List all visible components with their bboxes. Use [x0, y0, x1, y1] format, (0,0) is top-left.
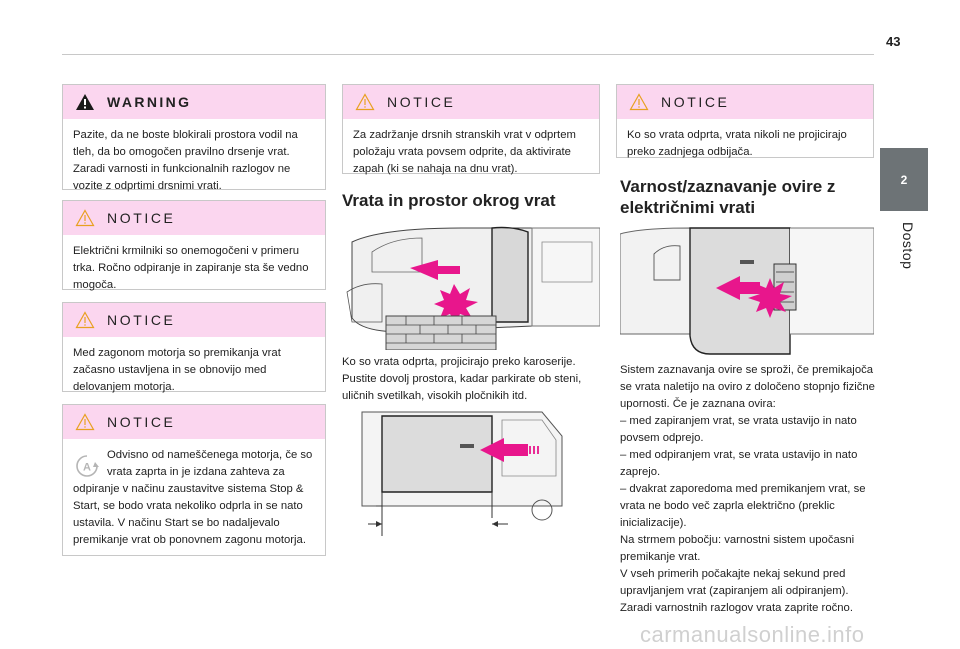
- stop-start-icon: [73, 453, 101, 479]
- notice-text: Za zadržanje drsnih stranskih vrat v odprtem položaju vrata povsem odprite, da aktivirate zapah (ki se nahaja na dnu vrat).: [353, 129, 576, 175]
- obstacle-line: – med zapiranjem vrat, se vrata ustavijo in nato povsem odprejo.: [620, 415, 857, 444]
- notice-triangle-icon: [355, 93, 375, 111]
- notice-title: NOTICE: [387, 94, 456, 110]
- notice-text: Električni krmilniki so onemogočeni v primeru trka. Ročno odpiranje in zapiranje sta še vedno mogoča.: [73, 245, 309, 291]
- notice-text: Ko so vrata odprta, vrata nikoli ne projicirajo preko zadnjega odbijača.: [627, 129, 847, 158]
- notice-title: NOTICE: [107, 414, 176, 430]
- notice-header: [343, 85, 599, 119]
- notice-header: [617, 85, 873, 119]
- watermark: carmanualsonline.info: [640, 622, 865, 647]
- notice-box-1: [62, 200, 326, 290]
- notice-text: Odvisno od nameščenega motorja, če so vrata zaprta in je izdana zahteva za odpiranje v načinu zaustavitve sistema Stop & Start, se bodo vrata nekoliko odprla in se nato ustavila. V načinu Start se bo nadaljevalo premikanje vrat ob ponovnem zagonu motorja.: [73, 449, 313, 546]
- warning-title: WARNING: [107, 94, 192, 110]
- notice-triangle-icon: [75, 413, 95, 431]
- notice-header: [63, 405, 325, 439]
- notice-title: NOTICE: [107, 210, 176, 226]
- notice-triangle-icon: [75, 209, 95, 227]
- obstacle-line: – med odpiranjem vrat, se vrata ustavijo in nato zaprejo.: [620, 449, 858, 478]
- notice-header: [63, 201, 325, 235]
- chapter-tab[interactable]: 2: [880, 148, 928, 211]
- notice-triangle-icon: [629, 93, 649, 111]
- notice-text: Med zagonom motorja so premikanja vrat začasno ustavljena in se obnovijo med delovanjem motorja.: [73, 347, 281, 393]
- notice-box-middle: [342, 84, 600, 174]
- notice-title: NOTICE: [661, 94, 730, 110]
- van-door-wall-illustration: [342, 222, 600, 350]
- section-heading-doors: Vrata in prostor okrog vrat: [342, 191, 556, 210]
- chapter-label: Dostop: [900, 222, 916, 270]
- doors-paragraph: Ko so vrata odprta, projicirajo preko karoserije. Pustite dovolj prostora, kadar parkirate ob steni, uličnih svetilkah, visokih pločnikih itd.: [342, 356, 582, 402]
- obstacle-line: Sistem zaznavanja ovire se sproži, če premikajoča se vrata naletijo na oviro z določeno stopnjo fizične upornosti. Če je zaznana ovira:: [620, 364, 875, 410]
- van-door-clearance-illustration: [342, 406, 600, 540]
- notice-title: NOTICE: [107, 312, 176, 328]
- page-number: 43: [886, 34, 901, 49]
- notice-box-right: [616, 84, 874, 158]
- obstacle-detection-text: [620, 362, 876, 617]
- notice-header: [63, 303, 325, 337]
- warning-header: [63, 85, 325, 119]
- notice-box-3: [62, 404, 326, 556]
- svg-text:A: A: [83, 461, 91, 474]
- warning-text: Pazite, da ne boste blokirali prostora vodil na tleh, da bo omogočen pravilno drsenje vrat. Zaradi varnosti in funkcionalnih razlogov ne vozite z odprtimi drsnimi vrati.: [73, 129, 298, 192]
- obstacle-line: – dvakrat zaporedoma med premikanjem vrat, se vrata ne bodo več zaprla električno (preklic inicializacije).: [620, 483, 866, 529]
- obstacle-line: V vseh primerih počakajte nekaj sekund pred upravljanjem vrat (zapiranjem ali odpiranjem). Zaradi varnostnih razlogov vrata zaprite ročno.: [620, 568, 853, 614]
- section-heading-obstacle: Varnost/zaznavanje ovire z električnimi vrati: [620, 177, 836, 217]
- warning-triangle-icon: [75, 93, 95, 111]
- notice-box-2: [62, 302, 326, 392]
- warning-box: [62, 84, 326, 190]
- door-obstacle-illustration: [620, 224, 874, 358]
- notice-triangle-icon: [75, 311, 95, 329]
- obstacle-line: Na strmem pobočju: varnostni sistem upočasni premikanje vrat.: [620, 534, 855, 563]
- top-divider: [62, 54, 874, 55]
